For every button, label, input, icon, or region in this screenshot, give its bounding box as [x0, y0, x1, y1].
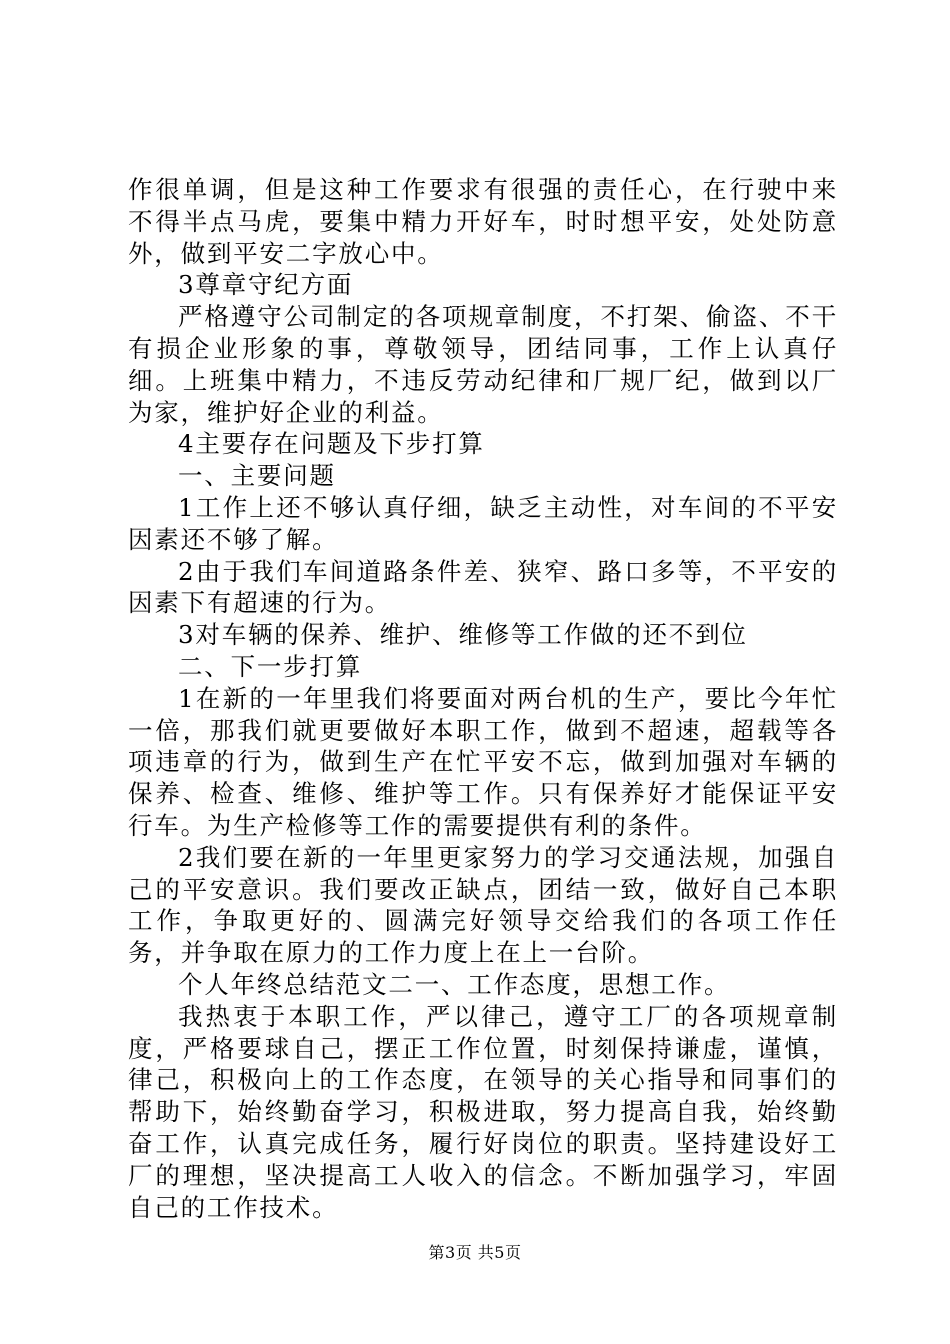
paragraph-5: 一、主要问题	[178, 461, 336, 491]
paragraph-2: 3尊章守纪方面	[178, 270, 354, 300]
paragraph-13: 我热衷于本职工作，严以律己，遵守工厂的各项规章制度，严格要球自己，摆正工作位置，时刻保持谦虚，谨慎，律己，积极向上的工作态度，在领导的关心指导和同事们的帮助下，始终勤奋学习，积极进取，努力提高自我，始终勤奋工作，认真完成任务，履行好岗位的职责。坚持建设好工厂的理想，坚决提高工人收入的信念。不断加强学习，牢固自己的工作技术。	[128, 1001, 838, 1222]
paragraph-10: 1在新的一年里我们将要面对两台机的生产，要比今年忙一倍，那我们就更要做好本职工作，做到不超速，超载等各项违章的行为，做到生产在忙平安不忘，做到加强对车辆的保养、检查、维修、维护等工作。只有保养好才能保证平安行车。为生产检修等工作的需要提供有利的条件。	[128, 683, 838, 840]
paragraph-12: 个人年终总结范文二一、工作态度，思想工作。	[178, 969, 731, 999]
paragraph-8: 3对车辆的保养、维护、维修等工作做的还不到位	[178, 620, 748, 650]
paragraph-6: 1工作上还不够认真仔细，缺乏主动性，对车间的不平安因素还不够了解。	[128, 492, 838, 554]
page-number-footer: 第3页 共5页	[428, 1243, 522, 1262]
paragraph-4: 4主要存在问题及下步打算	[178, 429, 485, 459]
paragraph-9: 二、下一步打算	[178, 651, 363, 681]
paragraph-7: 2由于我们车间道路条件差、狭窄、路口多等，不平安的因素下有超速的行为。	[128, 556, 838, 618]
document-body	[128, 174, 838, 1223]
paragraph-11: 2我们要在新的一年里更家努力的学习交通法规，加强自己的平安意识。我们要改正缺点，团结一致，做好自己本职工作，争取更好的、圆满完好领导交给我们的各项工作任务，并争取在原力的工作力度上在上一台阶。	[128, 842, 838, 968]
paragraph-1: 作很单调，但是这种工作要求有很强的责任心，在行驶中来不得半点马虎，要集中精力开好车，时时想平安，处处防意外，做到平安二字放心中。	[128, 175, 838, 268]
paragraph-3: 严格遵守公司制定的各项规章制度，不打架、偷盗、不干有损企业形象的事，尊敬领导，团结同事，工作上认真仔细。上班集中精力，不违反劳动纪律和厂规厂纪，做到以厂为家，维护好企业的利益。	[128, 302, 838, 427]
